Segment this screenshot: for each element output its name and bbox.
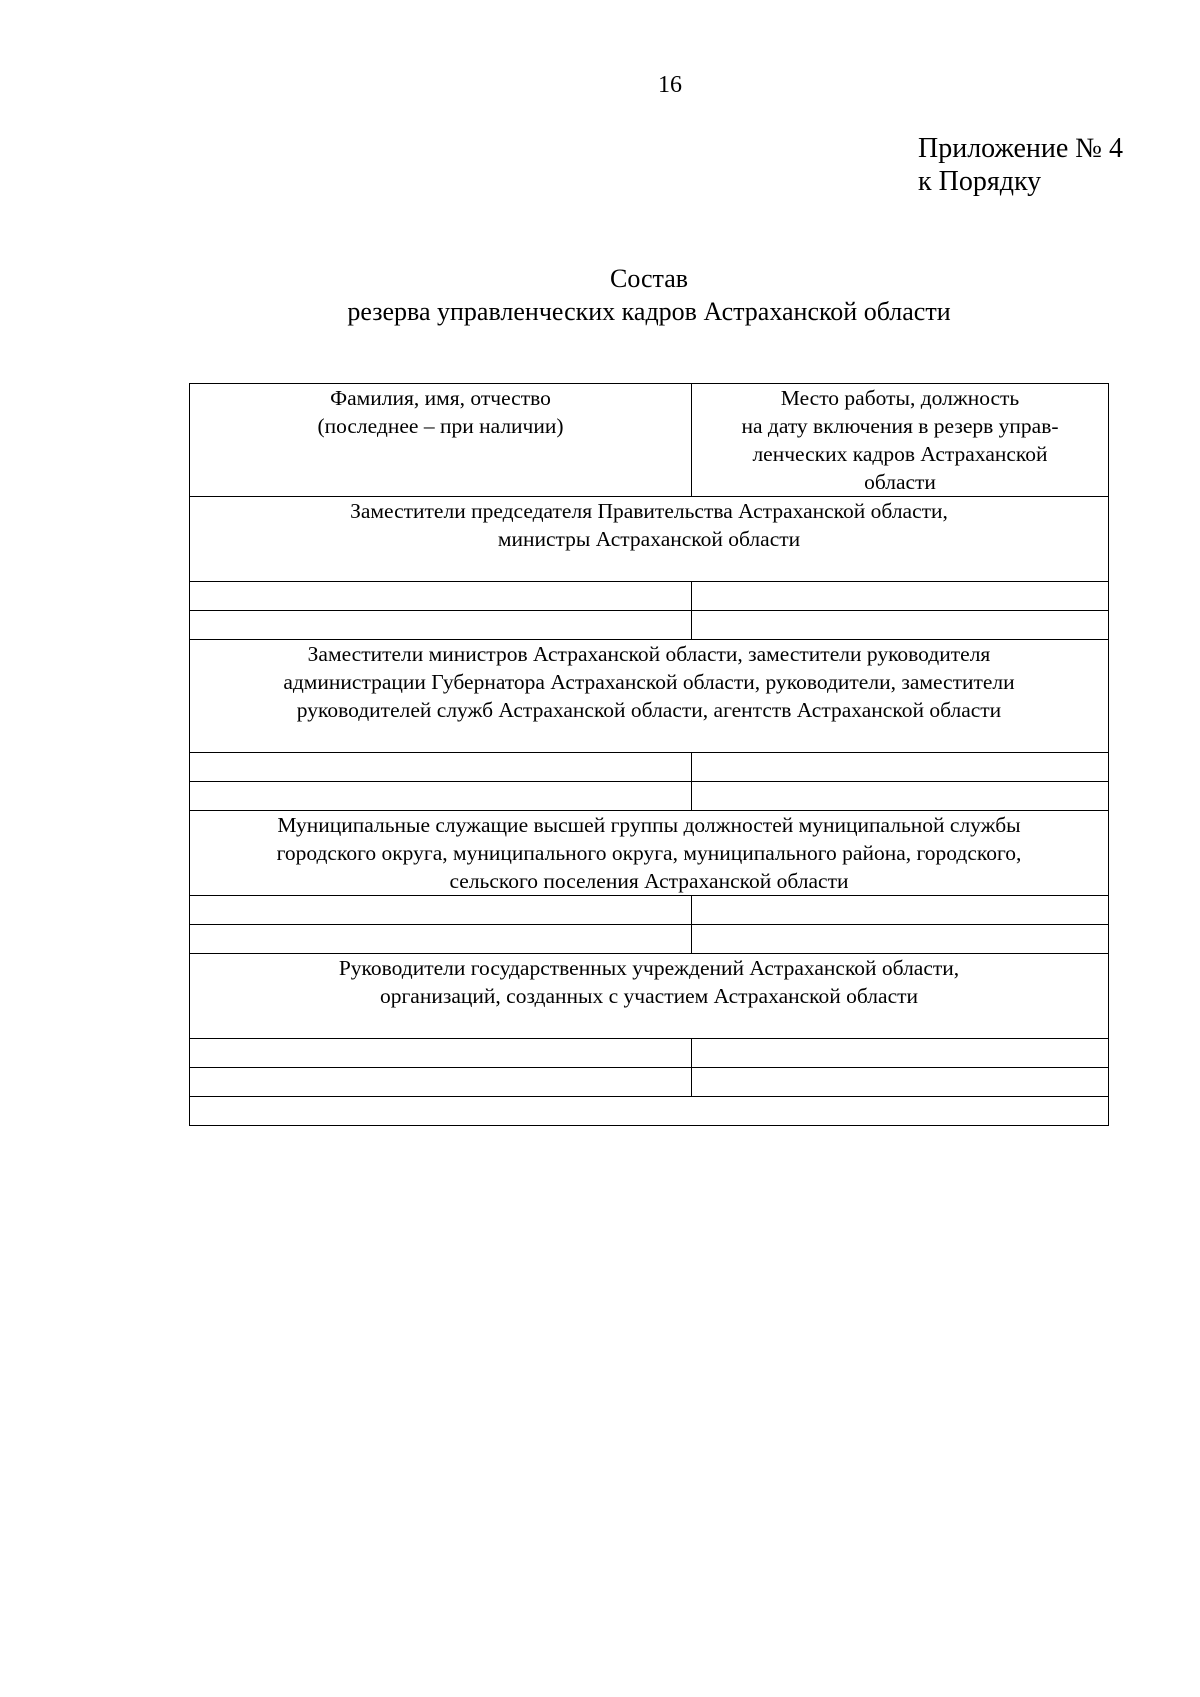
table-cell-empty[interactable] xyxy=(190,611,692,640)
title-line-1: Состав xyxy=(609,264,689,293)
table-cell-empty[interactable] xyxy=(190,1097,1109,1126)
category-row-4 xyxy=(190,954,1109,1039)
table-cell-empty[interactable] xyxy=(190,782,692,811)
table-row xyxy=(190,753,1109,782)
table-cell-empty[interactable] xyxy=(692,1068,1109,1097)
category-municipal-servants: Муниципальные служащие высшей группы должностей муниципальной службы городского округа, муниципального округа, муниципального района, городского, сельского поселения Астраханской области xyxy=(190,811,1109,896)
table-header-row xyxy=(190,384,1109,497)
table-row xyxy=(190,1068,1109,1097)
page-number: 16 xyxy=(658,72,682,98)
table-cell-empty[interactable] xyxy=(190,896,692,925)
category-deputy-ministers: Заместители министров Астраханской области, заместители руководителя администрации Губернатора Астраханской области, руководители, заместители руководителей служб Астраханской области, агентств Астраханской области xyxy=(190,640,1109,753)
table-cell-empty[interactable] xyxy=(190,582,692,611)
table-cell-empty[interactable] xyxy=(190,1068,692,1097)
appendix-reference xyxy=(918,132,1123,198)
document-title xyxy=(190,262,1108,328)
table-cell-empty[interactable] xyxy=(692,1039,1109,1068)
table-row-final xyxy=(190,1097,1109,1126)
table-cell-empty[interactable] xyxy=(692,782,1109,811)
table-row xyxy=(190,782,1109,811)
category-row-2 xyxy=(190,640,1109,753)
category-deputy-chairmen: Заместители председателя Правительства Астраханской области, министры Астраханской области xyxy=(190,497,1109,582)
category-row-1 xyxy=(190,497,1109,582)
category-row-3 xyxy=(190,811,1109,896)
header-full-name: Фамилия, имя, отчество (последнее – при наличии) xyxy=(190,384,692,497)
table-cell-empty[interactable] xyxy=(190,1039,692,1068)
appendix-line-2: к Порядку xyxy=(918,166,1042,197)
category-institution-heads: Руководители государственных учреждений Астраханской области, организаций, созданных с участием Астраханской области xyxy=(190,954,1109,1039)
title-line-2: резерва управленческих кадров Астраханской области xyxy=(347,297,951,326)
table-cell-empty[interactable] xyxy=(692,753,1109,782)
table-row xyxy=(190,1039,1109,1068)
appendix-line-1: Приложение № 4 xyxy=(918,133,1123,164)
table-cell-empty[interactable] xyxy=(692,896,1109,925)
table-cell-empty[interactable] xyxy=(190,753,692,782)
table-row xyxy=(190,925,1109,954)
table-row xyxy=(190,896,1109,925)
table-cell-empty[interactable] xyxy=(692,611,1109,640)
table-cell-empty[interactable] xyxy=(692,582,1109,611)
header-workplace-position: Место работы, должность на дату включения в резерв управ- ленческих кадров Астраханской области xyxy=(692,384,1109,497)
table-row xyxy=(190,582,1109,611)
table-cell-empty[interactable] xyxy=(692,925,1109,954)
table-cell-empty[interactable] xyxy=(190,925,692,954)
reserve-table xyxy=(189,383,1109,1126)
table-row xyxy=(190,611,1109,640)
